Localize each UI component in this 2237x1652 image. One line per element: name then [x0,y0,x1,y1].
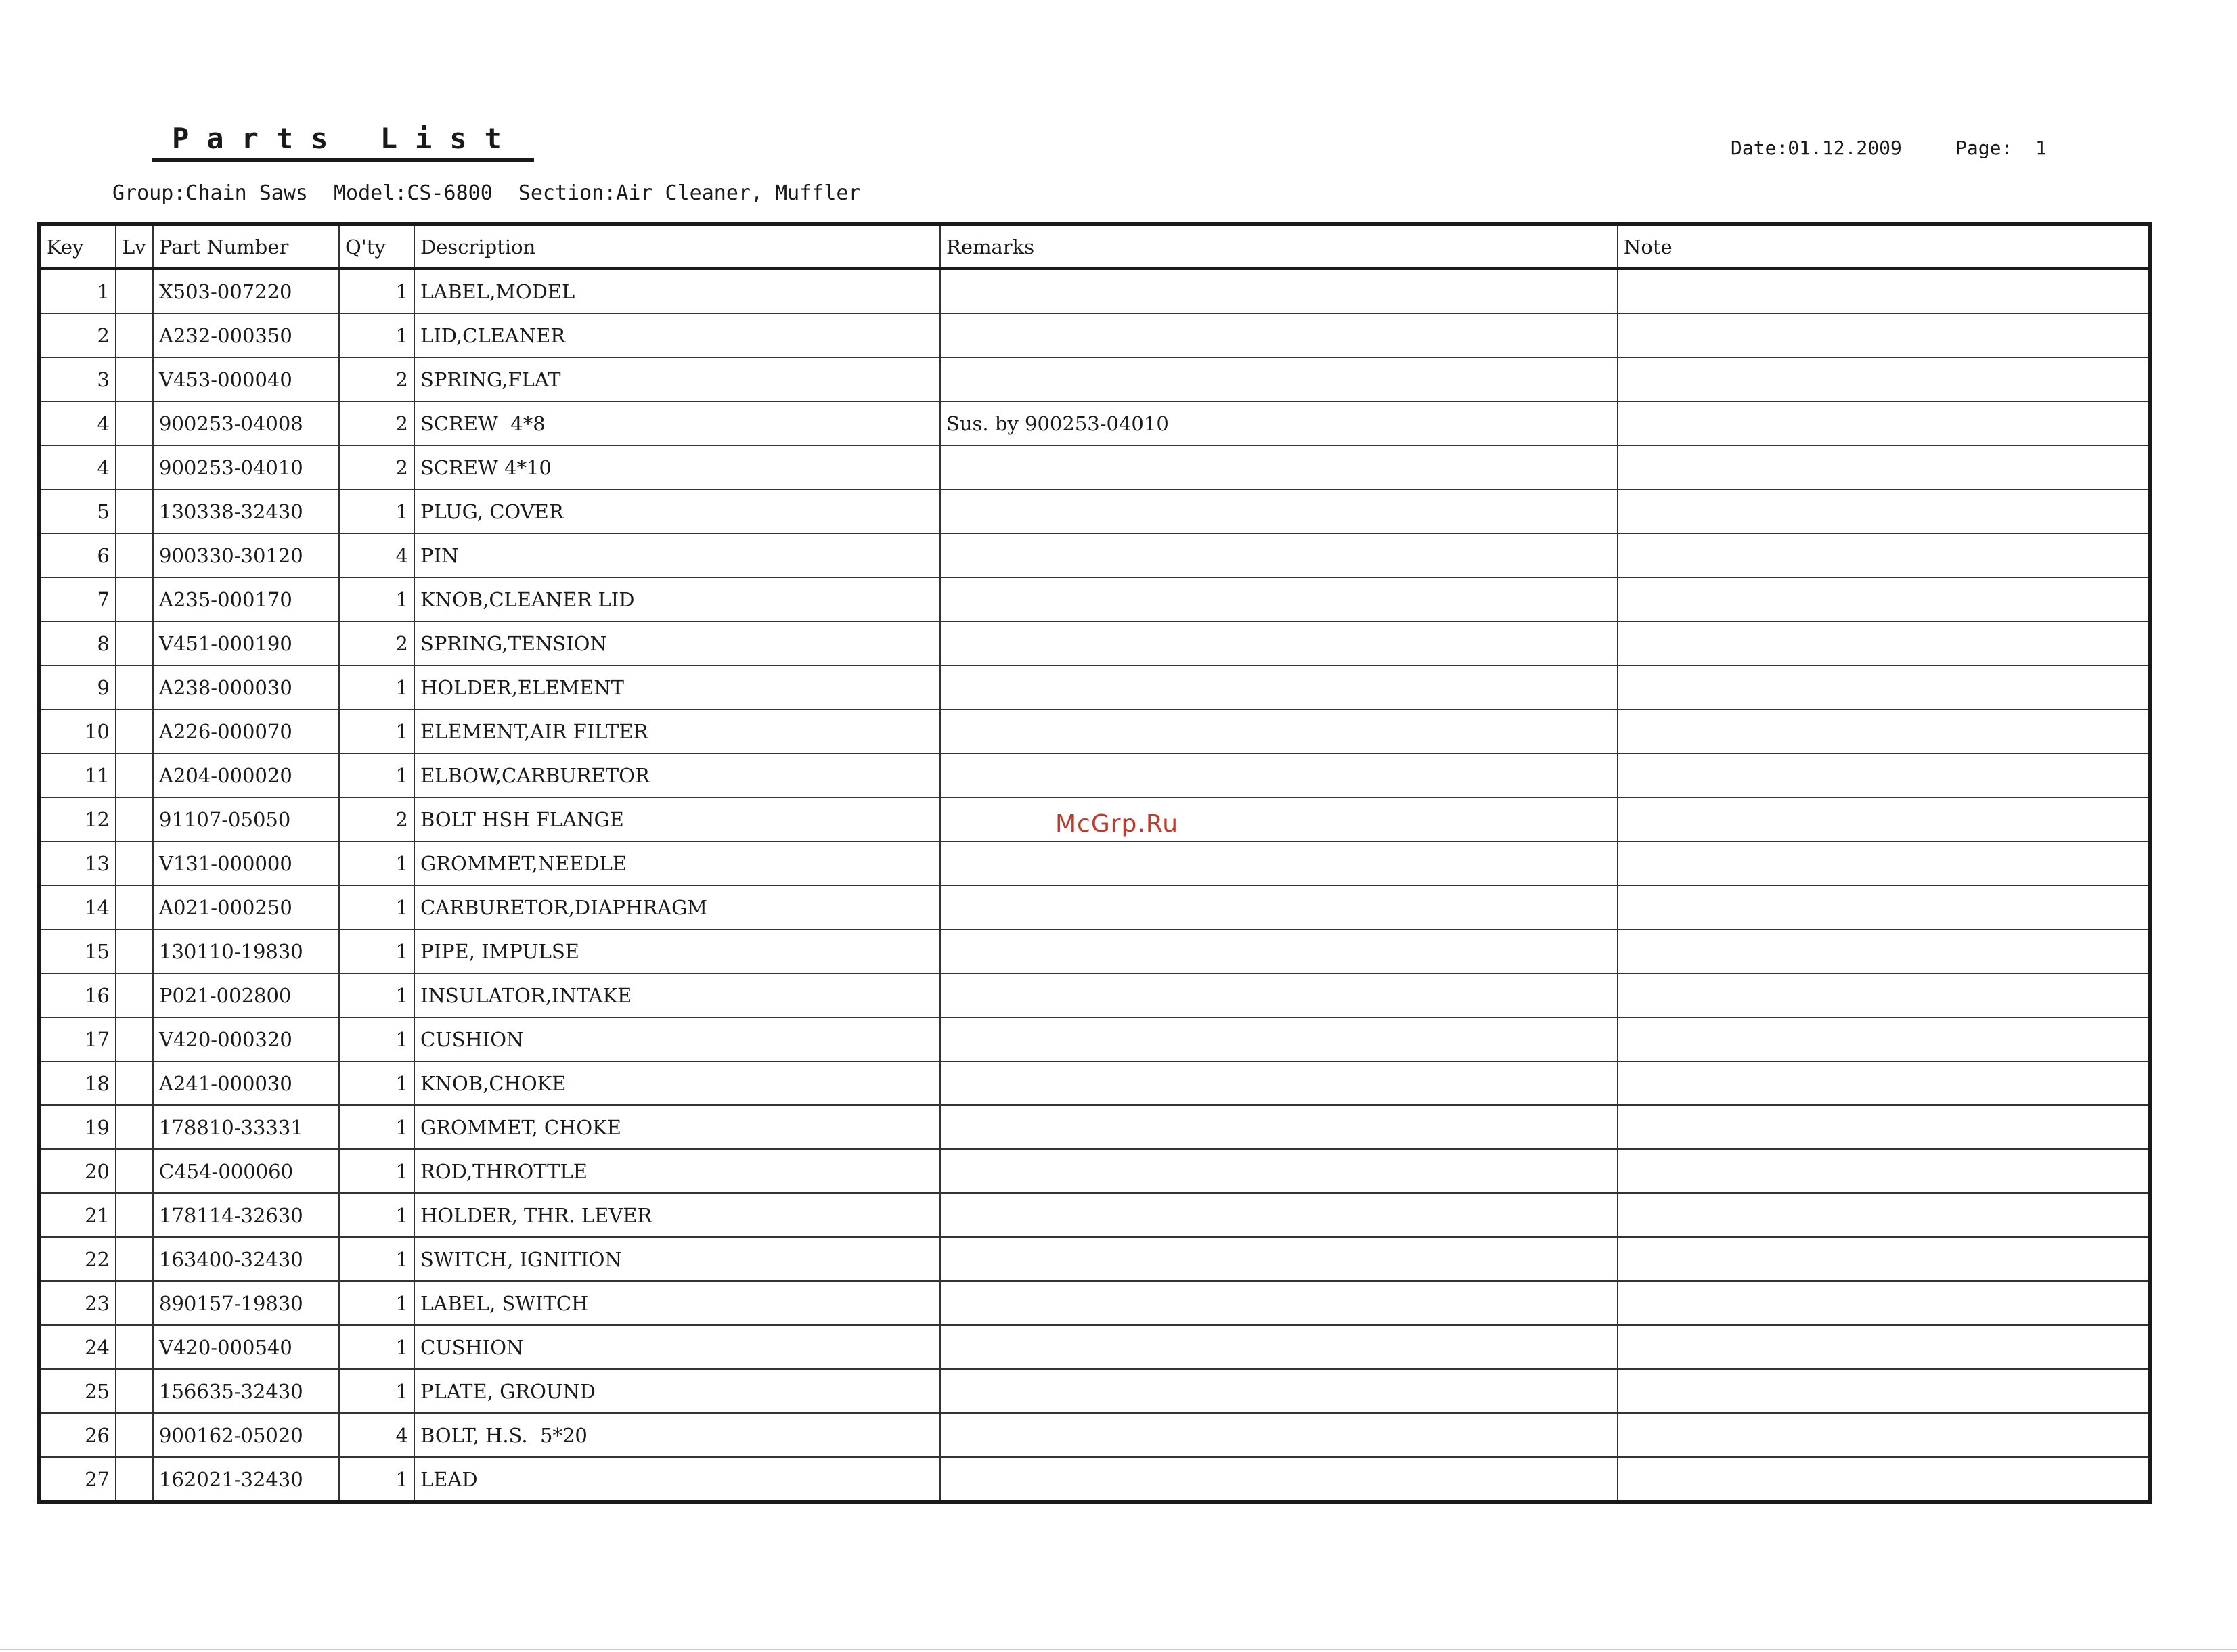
cell-lv [116,1105,153,1149]
cell-part-number: 163400-32430 [153,1237,339,1281]
cell-part-number: C454-000060 [153,1149,339,1193]
table-row [39,269,2150,313]
cell-description: ELEMENT,AIR FILTER [414,709,940,753]
cell-description: PLATE, GROUND [414,1369,940,1413]
cell-note [1618,841,2150,885]
cell-lv [116,1281,153,1325]
cell-part-number: 130338-32430 [153,489,339,533]
cell-lv [116,401,153,445]
cell-qty: 1 [339,885,414,929]
cell-remarks [940,357,1618,401]
cell-description: LID,CLEANER [414,313,940,357]
cell-note [1618,313,2150,357]
cell-lv [116,841,153,885]
cell-description: SCREW 4*8 [414,401,940,445]
cell-qty: 1 [339,489,414,533]
table-row [39,929,2150,973]
cell-remarks [940,1369,1618,1413]
cell-key: 9 [39,665,116,709]
cell-note [1618,357,2150,401]
parts-table-body [39,269,2150,1502]
cell-note [1618,753,2150,797]
cell-lv [116,269,153,313]
cell-lv [116,1369,153,1413]
cell-note [1618,1281,2150,1325]
cell-key: 11 [39,753,116,797]
table-row [39,489,2150,533]
cell-qty: 1 [339,577,414,621]
cell-lv [116,313,153,357]
cell-part-number: 890157-19830 [153,1281,339,1325]
cell-qty: 1 [339,1237,414,1281]
page-title: Parts List [152,119,534,162]
cell-qty: 1 [339,1061,414,1105]
cell-description: LABEL,MODEL [414,269,940,313]
cell-key: 4 [39,401,116,445]
document-meta [112,181,887,205]
cell-remarks [940,445,1618,489]
cell-remarks [940,1413,1618,1457]
table-row [39,1061,2150,1105]
cell-remarks [940,797,1618,841]
cell-key: 20 [39,1149,116,1193]
cell-description: KNOB,CLEANER LID [414,577,940,621]
cell-lv [116,709,153,753]
cell-description: BOLT HSH FLANGE [414,797,940,841]
table-row [39,1369,2150,1413]
cell-note [1618,1017,2150,1061]
cell-description: PLUG, COVER [414,489,940,533]
cell-remarks [940,577,1618,621]
cell-note [1618,1457,2150,1502]
cell-description: CARBURETOR,DIAPHRAGM [414,885,940,929]
cell-remarks [940,621,1618,665]
cell-remarks [940,1105,1618,1149]
cell-note [1618,1369,2150,1413]
cell-part-number: 900253-04008 [153,401,339,445]
cell-description: LEAD [414,1457,940,1502]
cell-description: SPRING,FLAT [414,357,940,401]
table-row [39,709,2150,753]
cell-lv [116,665,153,709]
cell-description: HOLDER, THR. LEVER [414,1193,940,1237]
cell-lv [116,357,153,401]
cell-description: CUSHION [414,1325,940,1369]
cell-note [1618,1413,2150,1457]
cell-part-number: 178810-33331 [153,1105,339,1149]
cell-description: GROMMET, CHOKE [414,1105,940,1149]
cell-lv [116,533,153,577]
cell-part-number: 178114-32630 [153,1193,339,1237]
cell-qty: 1 [339,1149,414,1193]
cell-key: 14 [39,885,116,929]
cell-remarks [940,533,1618,577]
cell-remarks [940,973,1618,1017]
cell-remarks [940,1149,1618,1193]
table-row [39,841,2150,885]
cell-remarks [940,753,1618,797]
cell-qty: 1 [339,1325,414,1369]
cell-key: 5 [39,489,116,533]
table-row [39,401,2150,445]
cell-key: 24 [39,1325,116,1369]
cell-part-number: X503-007220 [153,269,339,313]
table-header-row [39,224,2150,269]
cell-lv [116,445,153,489]
table-row [39,1149,2150,1193]
cell-note [1618,489,2150,533]
cell-qty: 1 [339,1017,414,1061]
table-row [39,1193,2150,1237]
cell-key: 3 [39,357,116,401]
table-row [39,1017,2150,1061]
cell-qty: 1 [339,1105,414,1149]
cell-lv [116,1149,153,1193]
cell-description: PIPE, IMPULSE [414,929,940,973]
cell-lv [116,1017,153,1061]
cell-remarks [940,1237,1618,1281]
cell-qty: 1 [339,313,414,357]
cell-part-number: 900253-04010 [153,445,339,489]
cell-key: 1 [39,269,116,313]
cell-key: 10 [39,709,116,753]
cell-qty: 1 [339,753,414,797]
table-row [39,885,2150,929]
table-row [39,577,2150,621]
cell-description: CUSHION [414,1017,940,1061]
cell-note [1618,401,2150,445]
cell-description: KNOB,CHOKE [414,1061,940,1105]
cell-lv [116,1413,153,1457]
cell-qty: 2 [339,797,414,841]
cell-part-number: A241-000030 [153,1061,339,1105]
cell-note [1618,885,2150,929]
cell-lv [116,1325,153,1369]
cell-note [1618,621,2150,665]
parts-table [37,222,2152,1504]
cell-remarks [940,709,1618,753]
cell-lv [116,489,153,533]
col-header-description: Description [414,224,940,269]
cell-note [1618,1061,2150,1105]
cell-note [1618,1193,2150,1237]
cell-key: 2 [39,313,116,357]
cell-note [1618,1325,2150,1369]
cell-remarks [940,665,1618,709]
cell-key: 19 [39,1105,116,1149]
cell-key: 4 [39,445,116,489]
cell-note [1618,665,2150,709]
cell-note [1618,929,2150,973]
table-row [39,1105,2150,1149]
cell-lv [116,885,153,929]
page-bottom-rule [0,1649,2237,1650]
cell-note [1618,577,2150,621]
cell-note [1618,533,2150,577]
col-header-qty: Q'ty [339,224,414,269]
cell-qty: 2 [339,401,414,445]
table-row [39,1413,2150,1457]
cell-remarks [940,1017,1618,1061]
cell-description: BOLT, H.S. 5*20 [414,1413,940,1457]
cell-description: SPRING,TENSION [414,621,940,665]
cell-remarks [940,1457,1618,1502]
cell-qty: 1 [339,269,414,313]
cell-part-number: V451-000190 [153,621,339,665]
cell-lv [116,929,153,973]
col-header-lv: Lv [116,224,153,269]
cell-remarks [940,313,1618,357]
cell-qty: 1 [339,1281,414,1325]
cell-qty: 1 [339,709,414,753]
page-number: Page: 1 [1955,137,2047,159]
cell-qty: 1 [339,665,414,709]
cell-part-number: P021-002800 [153,973,339,1017]
cell-lv [116,1193,153,1237]
cell-note [1618,1149,2150,1193]
cell-lv [116,577,153,621]
cell-remarks [940,489,1618,533]
cell-qty: 2 [339,445,414,489]
cell-qty: 2 [339,357,414,401]
col-header-part-number: Part Number [153,224,339,269]
cell-qty: 1 [339,1193,414,1237]
cell-qty: 2 [339,621,414,665]
cell-remarks [940,1193,1618,1237]
watermark: McGrp.Ru [1055,810,1179,838]
cell-part-number: 900330-30120 [153,533,339,577]
cell-remarks: Sus. by 900253-04010 [940,401,1618,445]
cell-part-number: A021-000250 [153,885,339,929]
cell-qty: 1 [339,841,414,885]
group-label: Group:Chain Saws [112,181,308,205]
cell-qty: 1 [339,1457,414,1502]
cell-qty: 1 [339,929,414,973]
cell-key: 25 [39,1369,116,1413]
cell-part-number: A226-000070 [153,709,339,753]
cell-part-number: V131-000000 [153,841,339,885]
table-row [39,1237,2150,1281]
cell-qty: 1 [339,1369,414,1413]
cell-description: GROMMET,NEEDLE [414,841,940,885]
cell-part-number: 156635-32430 [153,1369,339,1413]
cell-part-number: 162021-32430 [153,1457,339,1502]
table-row [39,1281,2150,1325]
table-row [39,445,2150,489]
cell-remarks [940,1325,1618,1369]
cell-key: 18 [39,1061,116,1105]
cell-key: 23 [39,1281,116,1325]
cell-description: INSULATOR,INTAKE [414,973,940,1017]
cell-description: ROD,THROTTLE [414,1149,940,1193]
cell-remarks [940,1061,1618,1105]
date-label: Date:01.12.2009 [1731,137,1902,159]
cell-lv [116,1457,153,1502]
table-row [39,1457,2150,1502]
table-row [39,665,2150,709]
cell-qty: 1 [339,973,414,1017]
cell-note [1618,797,2150,841]
cell-key: 6 [39,533,116,577]
cell-key: 8 [39,621,116,665]
cell-part-number: 900162-05020 [153,1413,339,1457]
cell-key: 12 [39,797,116,841]
cell-note [1618,973,2150,1017]
cell-qty: 4 [339,533,414,577]
cell-key: 15 [39,929,116,973]
cell-part-number: V420-000320 [153,1017,339,1061]
cell-part-number: A238-000030 [153,665,339,709]
cell-part-number: 130110-19830 [153,929,339,973]
cell-key: 26 [39,1413,116,1457]
cell-note [1618,269,2150,313]
cell-remarks [940,841,1618,885]
table-row [39,753,2150,797]
cell-part-number: A204-000020 [153,753,339,797]
table-row [39,357,2150,401]
cell-description: SCREW 4*10 [414,445,940,489]
cell-lv [116,1237,153,1281]
table-row [39,533,2150,577]
cell-lv [116,621,153,665]
cell-lv [116,1061,153,1105]
col-header-note: Note [1618,224,2150,269]
cell-description: PIN [414,533,940,577]
cell-part-number: V453-000040 [153,357,339,401]
cell-note [1618,709,2150,753]
table-row [39,621,2150,665]
cell-key: 16 [39,973,116,1017]
cell-note [1618,1237,2150,1281]
cell-key: 27 [39,1457,116,1502]
table-row [39,1325,2150,1369]
cell-remarks [940,929,1618,973]
cell-part-number: A235-000170 [153,577,339,621]
cell-key: 21 [39,1193,116,1237]
col-header-key: Key [39,224,116,269]
cell-key: 13 [39,841,116,885]
table-row [39,313,2150,357]
cell-qty: 4 [339,1413,414,1457]
cell-part-number: 91107-05050 [153,797,339,841]
cell-remarks [940,885,1618,929]
model-label: Model:CS-6800 [333,181,493,205]
cell-description: ELBOW,CARBURETOR [414,753,940,797]
cell-lv [116,797,153,841]
cell-remarks [940,269,1618,313]
cell-description: HOLDER,ELEMENT [414,665,940,709]
cell-description: SWITCH, IGNITION [414,1237,940,1281]
col-header-remarks: Remarks [940,224,1618,269]
table-row [39,973,2150,1017]
cell-remarks [940,1281,1618,1325]
cell-description: LABEL, SWITCH [414,1281,940,1325]
cell-lv [116,753,153,797]
cell-part-number: A232-000350 [153,313,339,357]
cell-key: 17 [39,1017,116,1061]
cell-note [1618,1105,2150,1149]
section-label: Section:Air Cleaner, Muffler [518,181,861,205]
cell-lv [116,973,153,1017]
cell-note [1618,445,2150,489]
cell-key: 7 [39,577,116,621]
cell-part-number: V420-000540 [153,1325,339,1369]
cell-key: 22 [39,1237,116,1281]
